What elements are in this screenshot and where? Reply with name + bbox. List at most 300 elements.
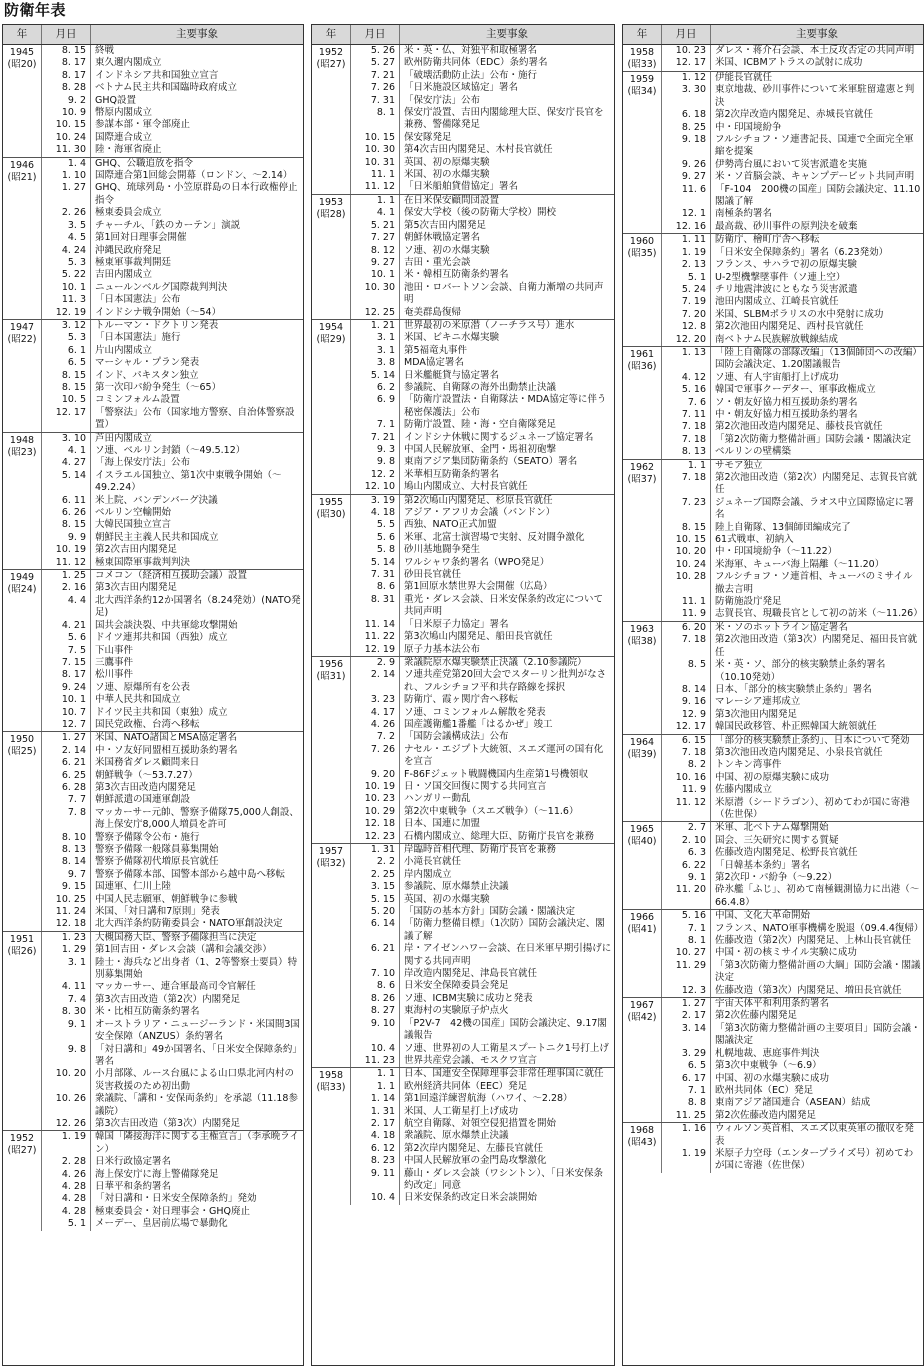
era: (昭43) (627, 1137, 657, 1149)
event-text: 国会、三矢研究に関する質疑 (715, 834, 839, 846)
year: 1955 (318, 496, 344, 508)
event-row (351, 856, 614, 868)
event-text: 参議院、自衛隊の海外出動禁止決議 (404, 381, 557, 393)
event-text: ベルリンの壁構築 (715, 446, 792, 458)
era: (昭25) (7, 746, 37, 758)
event-date: 3. 10 (42, 433, 91, 445)
event-text: 日本、国連安全保障理事会非常任理事国に就任 (404, 1068, 604, 1080)
event-date: 7. 18 (662, 634, 711, 659)
event-text: 米原子力空母（エンタープライズ号）初めてわが国に寄港（佐世保） (715, 1147, 914, 1172)
event-text: 「第2次防衛力整備計画」国防会議・閣議決定 (715, 433, 912, 445)
event-date: 8. 5 (662, 659, 711, 684)
era: (昭37) (627, 473, 657, 485)
event-date: 1. 31 (351, 844, 400, 856)
event-row (351, 95, 614, 107)
event-date: 8. 15 (42, 45, 91, 57)
event-date: 3. 15 (351, 881, 400, 893)
event-text: マッカーサー、連合軍最高司令官解任 (95, 981, 256, 993)
event-text: 中国、初の原爆実験に成功 (715, 771, 830, 783)
year: 1956 (318, 658, 344, 670)
event-date: 11. 12 (351, 181, 400, 193)
year: 1946 (9, 159, 35, 171)
event-date: 5. 14 (42, 470, 91, 495)
event-row (351, 282, 614, 307)
event-text: メーデー、皇居前広場で暴動化 (95, 1218, 228, 1230)
event-row (351, 1055, 614, 1067)
page-title: 防衛年表 (4, 1, 67, 19)
event-row (42, 433, 303, 445)
event-text: U-2型機撃墜事件（ソ連上空） (715, 271, 846, 283)
event-text: 陸士・海兵など出身者（1、2等警察士要員）特別募集開始 (95, 956, 298, 981)
event-text: 日本、「部分的核実験禁止条約」署名 (715, 683, 872, 695)
event-text: フランス、NATO軍事機構を脱退（09.4.4復帰） (715, 922, 924, 934)
event-text: 「防衛力整備目標」（1次防）国防会議決定、閣議了解 (404, 918, 605, 942)
event-date: 4. 24 (42, 245, 91, 257)
event-row (662, 497, 923, 522)
event-text: 伊勢湾台風において災害派遣を実施 (715, 158, 868, 170)
event-text: マレーシア連邦成立 (715, 696, 801, 708)
event-date: 10. 24 (42, 132, 91, 144)
year-cell (623, 998, 662, 1122)
event-date: 4. 1 (351, 207, 400, 219)
event-text: 第2次佐藤内閣発足 (715, 1010, 798, 1022)
event-text: ドイツ連邦共和国（西独）成立 (95, 632, 228, 644)
event-row (351, 881, 614, 893)
event-row (42, 45, 303, 57)
event-row (662, 259, 923, 271)
event-row (662, 247, 923, 259)
event-row (351, 332, 614, 344)
event-row (351, 269, 614, 281)
event-date: 9. 8 (351, 456, 400, 468)
event-row (42, 794, 303, 806)
event-date: 1. 19 (662, 247, 711, 259)
year: 1958 (318, 1070, 344, 1082)
event-text: 芦田内閣成立 (95, 432, 153, 444)
event-row (662, 596, 923, 608)
event-date: 10. 15 (42, 119, 91, 131)
event-text: 在日米保安顧問団設置 (404, 194, 500, 206)
event-text: 中国、初の水爆実験に成功 (715, 1072, 830, 1084)
event-date: 12. 20 (662, 334, 711, 346)
event-date: 12. 7 (42, 719, 91, 731)
event-text: 第2次吉田内閣発足 (95, 544, 178, 556)
event-date: 9. 11 (351, 1168, 400, 1193)
event-text: 極東委員会・対日理事会・GHQ廃止 (95, 1205, 250, 1217)
event-row (42, 645, 303, 657)
event-text: 第2次佐藤改造内閣発足 (715, 1109, 817, 1121)
event-date: 8. 15 (42, 519, 91, 531)
event-row (42, 807, 303, 832)
year-cell (623, 1123, 662, 1173)
header-year: 年 (312, 25, 351, 44)
event-date: 9. 9 (42, 532, 91, 544)
event-text: 第3次池田内閣発足 (715, 708, 798, 720)
event-row (42, 682, 303, 694)
event-text: 奄美群島復帰 (404, 306, 462, 318)
event-text: 第3次吉田内閣発足 (95, 582, 178, 594)
era: (昭26) (7, 945, 37, 957)
era: (昭40) (627, 836, 657, 848)
event-text: 米国、SLBMポラリスの水中発射に成功 (715, 308, 884, 320)
event-date: 8. 14 (42, 856, 91, 868)
event-date: 1. 19 (662, 1148, 711, 1173)
event-row (662, 735, 923, 747)
event-row (351, 1168, 614, 1193)
event-row (662, 522, 923, 534)
event-row (42, 220, 303, 232)
event-date: 5. 27 (351, 57, 400, 69)
event-text: GHQ、琉球列島・小笠原群島の日本行政権停止指令 (95, 182, 298, 206)
event-row (42, 1093, 303, 1118)
event-text: ソ連、ベルリン封鎖（～49.5.12） (95, 445, 246, 456)
event-row (42, 182, 303, 207)
event-row (351, 245, 614, 257)
event-text: 朝鮮戦争（～53.7.27） (95, 769, 198, 781)
event-row (42, 144, 303, 156)
event-row (351, 619, 614, 631)
event-row (42, 844, 303, 856)
event-date: 9. 18 (662, 134, 711, 159)
event-date: 8. 26 (351, 993, 400, 1005)
event-date: 9. 3 (351, 444, 400, 456)
era: (昭27) (316, 59, 346, 70)
event-text: 中国人民解放軍、金門・馬祖初砲撃 (404, 444, 557, 455)
event-row (351, 707, 614, 719)
event-text: ソ連、ICBM実験に成功と発表 (404, 992, 533, 1004)
year-block (312, 45, 614, 195)
event-date: 8. 28 (42, 82, 91, 94)
event-row (662, 860, 923, 872)
event-row (42, 332, 303, 344)
event-date: 6. 5 (42, 357, 91, 369)
event-text: 東海村の実験原子炉点火 (404, 1005, 509, 1017)
event-date: 12. 16 (662, 221, 711, 233)
event-row (351, 394, 614, 419)
event-text: ソ連、世界初の人工衛星スプートニク1号打上げ (404, 1042, 609, 1054)
event-date: 2. 9 (351, 657, 400, 669)
era: (昭34) (627, 86, 657, 97)
event-text: 「日韓基本条約」署名 (715, 859, 811, 871)
event-text: 中・印国境紛争 (715, 121, 782, 133)
event-row (42, 57, 303, 69)
event-row (351, 419, 614, 431)
event-date: 12. 26 (42, 1118, 91, 1130)
era: (昭35) (627, 248, 657, 260)
event-text: 佐藤内閣成立 (715, 784, 773, 796)
event-row (351, 1043, 614, 1055)
year-block (3, 732, 303, 932)
event-row (351, 669, 614, 694)
event-row (662, 696, 923, 708)
event-date: 10. 23 (351, 793, 400, 805)
event-row (662, 835, 923, 847)
event-date: 10. 23 (662, 45, 711, 57)
event-date: 6. 15 (662, 735, 711, 747)
event-date: 1. 16 (662, 1123, 711, 1148)
event-text: 米原潜（シードラゴン）、初めてわが国に寄港（佐世保） (715, 796, 910, 820)
event-text: 米軍、北ベトナム爆撃開始 (715, 822, 829, 834)
event-row (351, 232, 614, 244)
event-text: 西独、NATO正式加盟 (404, 519, 497, 531)
event-row (42, 282, 303, 294)
event-text: 米・英・ソ、部分的核実験禁止条約署名（10.10発効） (715, 659, 886, 683)
event-text: 中華人民共和国成立 (95, 694, 181, 706)
event-date: 2. 17 (662, 1010, 711, 1022)
event-row (351, 719, 614, 731)
event-date: 7. 20 (662, 309, 711, 321)
event-date: 5. 16 (662, 384, 711, 396)
event-row (662, 1010, 923, 1022)
event-row (42, 394, 303, 406)
event-date: 9. 16 (662, 696, 711, 708)
event-text: 石橋内閣成立、総理大臣、防衛庁長官を兼務 (404, 830, 595, 842)
event-row (662, 985, 923, 997)
event-date: 1. 23 (42, 932, 91, 944)
event-date: 4. 12 (662, 372, 711, 384)
event-date: 8. 8 (662, 1097, 711, 1109)
event-text: 終戦 (95, 45, 115, 56)
event-date: 8. 13 (42, 844, 91, 856)
event-date: 6. 14 (351, 918, 400, 943)
event-date: 5. 21 (351, 220, 400, 232)
event-date: 3. 14 (662, 1023, 711, 1048)
event-row (42, 856, 303, 868)
event-date: 8. 27 (351, 1005, 400, 1017)
event-row (42, 519, 303, 531)
event-row (42, 294, 303, 306)
event-text: 韓国「隣接海洋に関する主権宣言」（李承晩ライン） (95, 1131, 299, 1155)
year-block (623, 45, 923, 72)
event-text: 米華相互防衛条約署名 (404, 468, 500, 480)
event-date: 3. 30 (662, 84, 711, 109)
event-row (42, 881, 303, 893)
event-row (42, 95, 303, 107)
era: (昭22) (7, 333, 37, 345)
event-text: 東南アジア諸国連合（ASEAN）結成 (715, 1097, 871, 1109)
event-text: トルーマン・ドクトリン発表 (95, 319, 219, 331)
event-date: 1. 1 (351, 1081, 400, 1093)
year-cell (3, 45, 42, 157)
event-text: マーシャル・プラン発表 (95, 357, 200, 369)
event-row (351, 357, 614, 369)
event-text: 米国、NATO諸国とMSA協定署名 (95, 732, 238, 744)
event-date: 12. 17 (42, 407, 91, 432)
year: 1948 (9, 434, 35, 446)
event-date: 10. 19 (351, 781, 400, 793)
year-block (623, 1123, 923, 1173)
event-date: 7. 27 (351, 232, 400, 244)
event-text: 「部分的核実験禁止条約」、日本について発効 (715, 734, 910, 746)
year-cell (3, 433, 42, 569)
event-text: 朝鮮休戦協定署名 (404, 232, 481, 244)
event-date: 8. 15 (42, 382, 91, 394)
event-row (42, 245, 303, 257)
event-date: 5. 16 (662, 910, 711, 922)
event-row (351, 382, 614, 394)
event-text: 「破壊活動防止法」公布・施行 (404, 69, 538, 81)
event-row (42, 707, 303, 719)
event-date: 11. 12 (662, 797, 711, 822)
event-text: 警察予備隊令公布・施行 (95, 831, 200, 843)
year: 1966 (629, 912, 655, 924)
event-row (351, 532, 614, 544)
event-text: 佐藤改造（第3次）内閣発足、増田長官就任 (715, 984, 902, 996)
year-block (623, 822, 923, 910)
header-event: 主要事象 (796, 28, 838, 40)
event-row (42, 1169, 303, 1181)
event-text: 「対日講和・日米安全保障条約」発効 (95, 1193, 257, 1205)
event-date: 10. 16 (662, 772, 711, 784)
event-row (351, 581, 614, 593)
event-row (662, 1110, 923, 1122)
event-date: 5. 6 (42, 632, 91, 644)
event-text: 重光・ダレス会談、日米安保条約改定について共同声明 (404, 593, 604, 618)
event-row (42, 906, 303, 918)
year-cell (312, 320, 351, 494)
event-text: 第5福竜丸事件 (404, 344, 468, 356)
year: 1957 (318, 846, 344, 857)
event-row (662, 134, 923, 159)
event-text: 警察予備隊本部、国警本部から越中島へ移転 (95, 868, 286, 880)
event-date: 2. 10 (662, 835, 711, 847)
year-block (312, 495, 614, 657)
year-block (623, 234, 923, 347)
event-text: 国共会談決裂、中共軍総攻撃開始 (95, 619, 238, 631)
event-row (662, 659, 923, 684)
event-row (662, 872, 923, 884)
event-date: 6. 25 (42, 770, 91, 782)
event-date: 2. 13 (662, 259, 711, 271)
year-block (623, 998, 923, 1123)
year: 1963 (629, 623, 655, 635)
year: 1960 (629, 236, 655, 248)
event-row (351, 781, 614, 793)
event-date: 3. 1 (42, 957, 91, 982)
event-text: 日米安全保障委員会発足 (404, 980, 509, 992)
event-text: ナセル・エジプト大統領、スエズ運河の国有化を宣言 (404, 743, 604, 768)
event-text: 「防衛庁設置法・自衛隊法・MDA協定等に伴う秘密保護法」公布 (404, 394, 607, 418)
event-text: 米国、人工衛星打上げ成功 (404, 1105, 519, 1117)
event-text: 沖縄民政府発足 (95, 244, 162, 256)
event-text: 欧州共同体（EC）発足 (715, 1084, 814, 1096)
event-date: 8. 6 (351, 581, 400, 593)
event-row (42, 918, 303, 930)
event-text: 米国、初の水爆実験 (404, 169, 490, 181)
event-text: 朝鮮民主主義人民共和国成立 (95, 531, 219, 543)
event-date: 9. 24 (42, 682, 91, 694)
event-date: 4. 5 (42, 232, 91, 244)
timeline-column-1 (2, 24, 304, 1366)
event-row (42, 1218, 303, 1230)
event-row (662, 998, 923, 1010)
event-text: F-86Fジェット戦闘機国内生産第1号機領収 (404, 768, 589, 780)
event-date: 9. 2 (42, 95, 91, 107)
event-row (662, 45, 923, 57)
event-date: 2. 14 (351, 669, 400, 694)
event-text: 中・印国境紛争（～11.22） (715, 546, 838, 558)
year-block (3, 1131, 303, 1230)
era: (昭21) (7, 171, 37, 183)
event-text: 世界最初の米原潜（ノーチラス号）進水 (404, 319, 575, 331)
event-row (42, 694, 303, 706)
event-row (351, 1068, 614, 1080)
event-row (351, 731, 614, 743)
event-date: 12. 1 (662, 208, 711, 220)
event-row (351, 195, 614, 207)
event-row (662, 534, 923, 546)
event-text: 下山事件 (95, 644, 134, 656)
event-row (662, 947, 923, 959)
event-text: ベトナム民主共和国臨時政府成立 (95, 82, 238, 94)
event-row (662, 296, 923, 308)
year-block (623, 735, 923, 823)
year-cell (3, 320, 42, 432)
event-date: 11. 30 (42, 144, 91, 156)
event-row (351, 1018, 614, 1043)
event-text: 第1回遠洋練習航海（ハワイ、～2.28） (404, 1093, 573, 1105)
event-text: 北大西洋条約防衛委員会・NATO軍創設決定 (95, 918, 283, 930)
event-date: 1. 1 (662, 460, 711, 472)
event-row (351, 844, 614, 856)
event-date: 12. 8 (662, 321, 711, 333)
event-text: 英国、初の水爆実験 (404, 893, 490, 905)
event-date: 11. 20 (662, 884, 711, 909)
event-text: 「第3次防衛力整備計画の主要項目」国防会議・閣議決定 (715, 1022, 921, 1047)
event-date: 5. 24 (662, 284, 711, 296)
event-row (351, 818, 614, 830)
event-row (42, 1206, 303, 1218)
event-row (662, 421, 923, 433)
event-date: 6. 18 (662, 109, 711, 121)
table-header (3, 25, 303, 45)
event-date: 10. 4 (351, 1043, 400, 1055)
event-text: 米国、「対日講和7原則」発表 (95, 906, 220, 918)
event-row (662, 347, 923, 372)
event-text: 第3次中東戦争（～6.9） (715, 1060, 822, 1072)
event-date: 7. 7 (42, 794, 91, 806)
event-date: 11. 25 (662, 1110, 711, 1122)
event-date: 11. 29 (662, 960, 711, 985)
event-row (42, 357, 303, 369)
event-text: 衆議院、原水爆禁止決議 (404, 1130, 509, 1142)
event-row (351, 744, 614, 769)
year-cell (312, 45, 351, 194)
event-row (351, 519, 614, 531)
event-date: 5. 8 (351, 544, 400, 556)
year-cell (623, 45, 662, 71)
event-row (351, 307, 614, 319)
event-date: 6. 22 (662, 860, 711, 872)
event-text: GHQ設置 (95, 94, 136, 106)
event-date: 10. 29 (351, 806, 400, 818)
event-date: 2. 17 (351, 1118, 400, 1130)
event-date: 5. 3 (42, 332, 91, 344)
event-text: 鳩山内閣成立、大村長官就任 (404, 481, 528, 493)
event-row (42, 495, 303, 507)
event-row (42, 719, 303, 731)
event-row (662, 109, 923, 121)
event-row (662, 57, 923, 69)
event-row (662, 759, 923, 771)
event-date: 9. 10 (351, 1018, 400, 1043)
event-date: 4. 11 (42, 981, 91, 993)
event-date: 8. 15 (42, 370, 91, 382)
event-row (351, 144, 614, 156)
event-text: フルシチョフ・ソ連書記長、国連で全面完全軍縮を提案 (715, 134, 914, 158)
table-header (312, 25, 614, 45)
event-text: 国産護衛艦1番艦「はるかぜ」竣工 (404, 718, 553, 730)
